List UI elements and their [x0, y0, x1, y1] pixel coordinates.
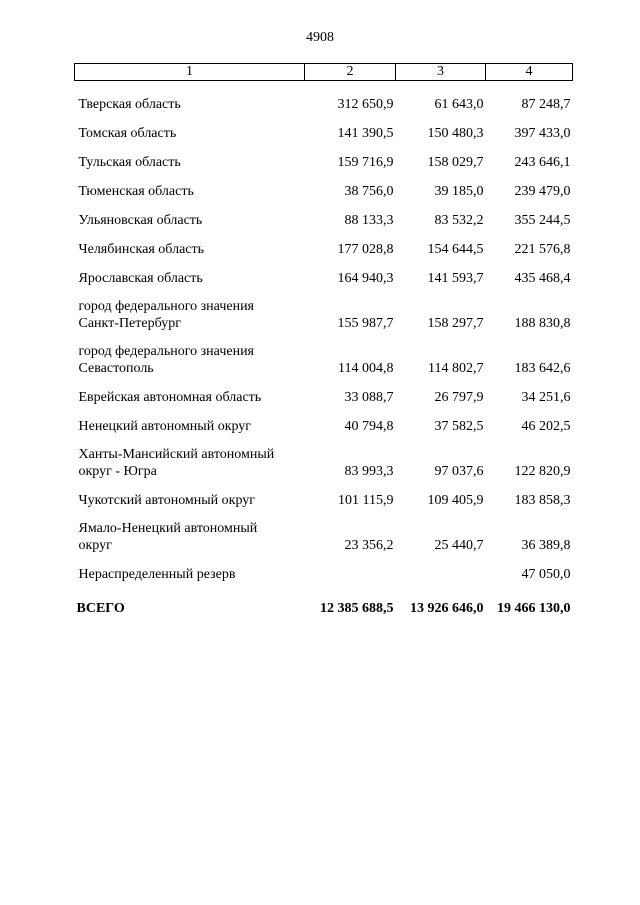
region-name: Еврейская автономная область: [78, 390, 262, 405]
value-col-2: 164 940,3: [337, 271, 394, 286]
region-name: [75, 509, 305, 554]
column-header-1: 1: [75, 64, 305, 81]
region-name: Челябинская область: [78, 242, 204, 257]
region-name: Тюменская область: [78, 184, 194, 199]
table-row: [75, 171, 573, 200]
value-col-4: 188 830,8: [514, 316, 571, 331]
value-col-3: 114 802,7: [428, 361, 484, 376]
region-name-line-2: Санкт-Петербург: [78, 316, 181, 331]
total-row: [75, 583, 573, 617]
region-name-line-2: Севастополь: [78, 361, 154, 376]
region-name: Томская область: [78, 126, 177, 141]
table-row: [75, 229, 573, 258]
table-row: [75, 554, 573, 583]
value-col-3: 141 593,7: [427, 271, 484, 286]
value-col-4: 183 642,6: [514, 361, 571, 376]
value-col-4: 47 050,0: [521, 567, 571, 582]
value-col-2: 177 028,8: [337, 242, 394, 257]
value-col-4: 36 389,8: [521, 538, 571, 553]
header-row: [75, 64, 573, 81]
page-number: 4908: [306, 30, 334, 45]
value-col-4: 87 248,7: [521, 97, 571, 112]
column-header-3: 3: [396, 64, 486, 81]
total-label: ВСЕГО: [76, 601, 125, 616]
region-name-line-1: город федерального значения: [78, 344, 254, 359]
region-name: Нераспределенный резерв: [78, 567, 236, 582]
value-col-4: 183 858,3: [514, 493, 571, 508]
region-name-line-1: Ханты-Мансийский автономный: [78, 447, 275, 462]
region-name: Тверская область: [78, 97, 181, 112]
table-row: [75, 509, 573, 554]
value-col-2: 23 356,2: [344, 538, 394, 553]
region-name: Тульская область: [78, 155, 181, 170]
value-col-3: 109 405,9: [427, 493, 484, 508]
value-col-3: 83 532,2: [434, 213, 484, 228]
value-col-2: 141 390,5: [337, 126, 394, 141]
region-name-line-1: Ямало-Ненецкий автономный: [78, 521, 258, 536]
value-col-2: 38 756,0: [344, 184, 394, 199]
table-row: [75, 406, 573, 435]
table-row: [75, 200, 573, 229]
value-col-4: 397 433,0: [514, 126, 571, 141]
value-col-4: 122 820,9: [514, 464, 571, 479]
table-row: [75, 332, 573, 377]
value-col-4: 243 646,1: [514, 155, 571, 170]
value-col-3: 158 297,7: [427, 316, 484, 331]
total-col-2: 12 385 688,5: [320, 601, 394, 616]
value-col-3: 37 582,5: [434, 419, 484, 434]
data-table: [74, 63, 573, 617]
value-col-3: 158 029,7: [427, 155, 484, 170]
value-col-4: 34 251,6: [521, 390, 571, 405]
region-name: Ненецкий автономный округ: [78, 419, 252, 434]
value-col-2: 88 133,3: [344, 213, 394, 228]
value-col-3: 150 480,3: [427, 126, 484, 141]
table-row: [75, 113, 573, 142]
table-row: [75, 287, 573, 332]
value-col-4: 239 479,0: [514, 184, 571, 199]
region-name-line-2: округ - Югра: [78, 464, 157, 479]
value-col-2: 101 115,9: [338, 493, 394, 508]
value-col-4: 435 468,4: [514, 271, 571, 286]
region-name-line-1: город федерального значения: [78, 299, 254, 314]
value-col-4: 46 202,5: [521, 419, 571, 434]
budget-table: [74, 63, 572, 617]
total-col-3: 13 926 646,0: [410, 601, 484, 616]
value-col-3: 39 185,0: [434, 184, 484, 199]
value-col-2: 114 004,8: [338, 361, 394, 376]
table-row: [75, 377, 573, 406]
table-row: [75, 480, 573, 509]
value-col-4: 355 244,5: [514, 213, 571, 228]
region-name: Чукотский автономный округ: [78, 493, 256, 508]
value-col-2: 33 088,7: [344, 390, 394, 405]
total-col-4: 19 466 130,0: [497, 601, 571, 616]
region-name: [75, 287, 305, 332]
value-col-3: 154 644,5: [427, 242, 484, 257]
table-row: [75, 142, 573, 171]
value-col-2: 83 993,3: [344, 464, 394, 479]
value-col-2: 312 650,9: [337, 97, 394, 112]
value-col-3: 25 440,7: [434, 538, 484, 553]
table-row: [75, 435, 573, 480]
value-col-2: [305, 554, 396, 583]
region-name: Ярославская область: [78, 271, 203, 286]
value-col-3: 97 037,6: [434, 464, 484, 479]
value-col-3: 61 643,0: [434, 97, 484, 112]
value-col-3: 26 797,9: [434, 390, 484, 405]
table-row: [75, 81, 573, 114]
region-name-line-2: округ: [78, 538, 112, 553]
column-header-4: 4: [486, 64, 573, 81]
region-name: [75, 332, 305, 377]
value-col-2: 159 716,9: [337, 155, 394, 170]
table-row: [75, 258, 573, 287]
value-col-2: 40 794,8: [344, 419, 394, 434]
region-name: Ульяновская область: [78, 213, 203, 228]
value-col-4: 221 576,8: [514, 242, 571, 257]
column-header-2: 2: [305, 64, 396, 81]
value-col-3: [396, 554, 486, 583]
region-name: [75, 435, 305, 480]
value-col-2: 155 987,7: [337, 316, 394, 331]
